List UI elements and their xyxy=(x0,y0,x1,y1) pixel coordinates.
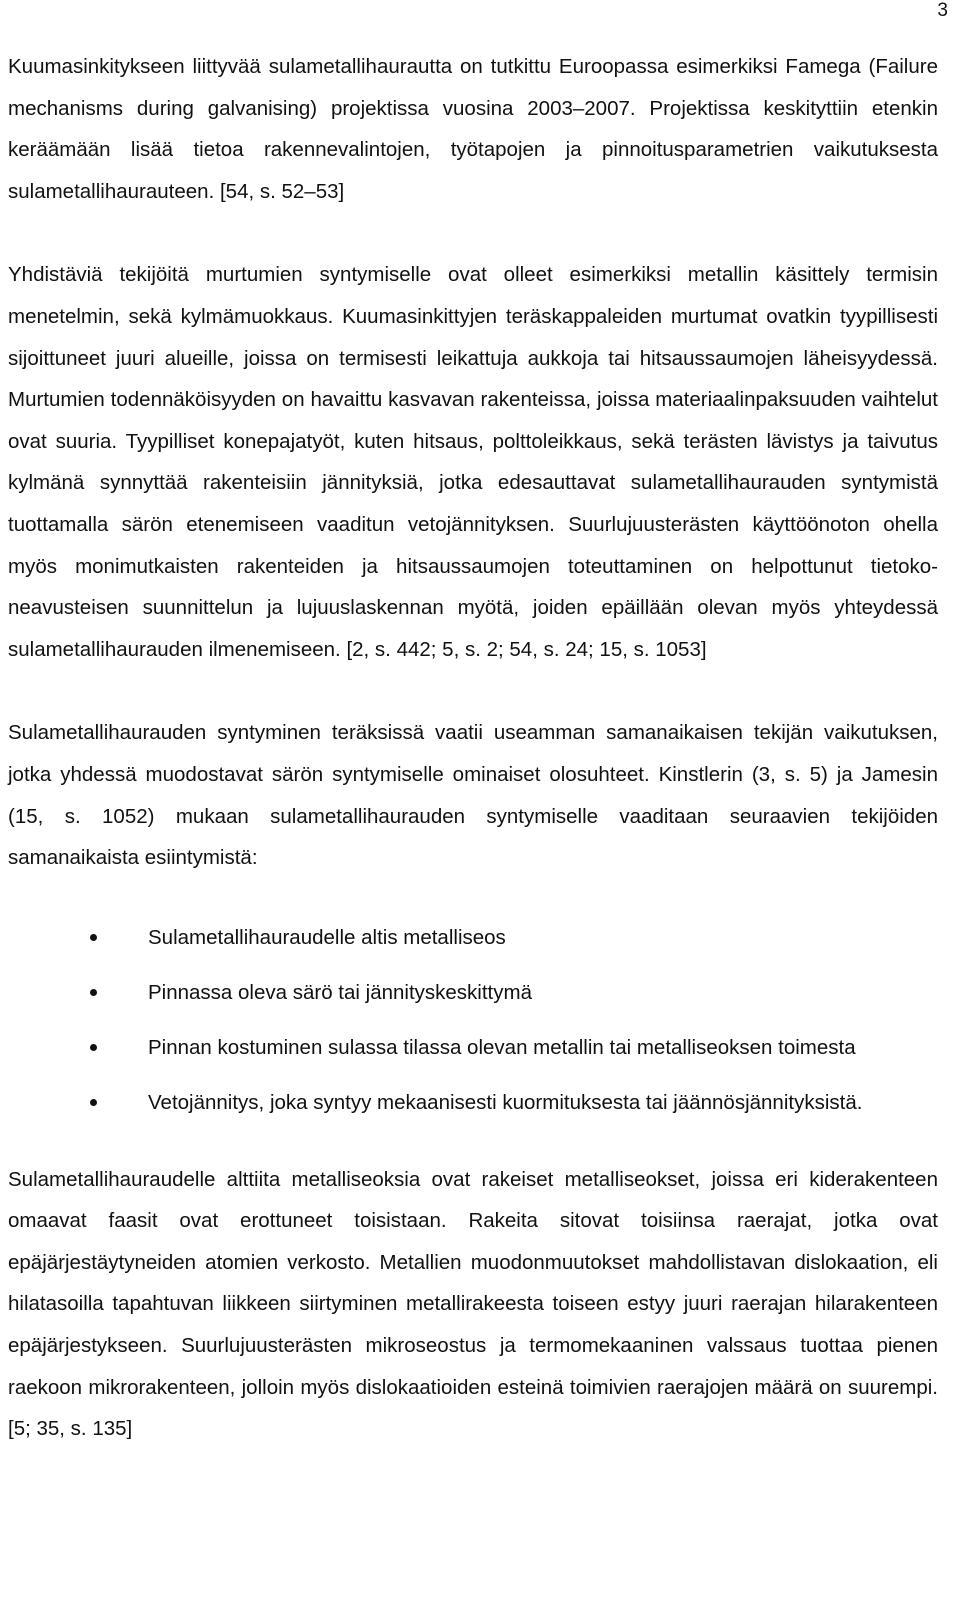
list-item-text: Pinnassa oleva särö tai jännityskeskittymä xyxy=(148,980,532,1004)
bullet-icon xyxy=(90,1099,97,1106)
bullet-icon xyxy=(90,934,97,941)
list-item xyxy=(8,1088,938,1117)
bullet-icon xyxy=(90,989,97,996)
list-item-text: Sulametallihauraudelle altis metalliseos xyxy=(148,925,506,949)
bullet-icon xyxy=(90,1044,97,1051)
list-item-text: Vetojännitys, joka syntyy mekaanisesti kuormituksesta tai jäännösjännityksistä. xyxy=(148,1090,863,1114)
paragraph-conditions-intro: Sulametallihaurauden syntyminen teräksissä vaatii useamman samanaikaisen tekijän vaikutuksen, jotka yhdessä muodostavat särön syntymiselle ominaiset olosuhteet. Kinstlerin (3, s. 5) ja Jamesin (15, s. 1052) mukaan sulametallihaurauden syntymiselle vaaditaan seuraavien tekijöiden samanaikaista esiintymistä: xyxy=(8,721,938,870)
paragraph-fama-project: Kuumasinkitykseen liittyvää sulametallihaurautta on tutkittu Euroopassa esimerkiksi Famega (Failure mechanisms during galvanising) projektissa vuosina 2003–2007. Projektissa keskityttiin etenkin keräämään lisää tietoa rakennevalintojen, työtapojen ja pinnoitusparametrien vaikutuksesta sulametallihaurauteen. [54, s. 52–53] xyxy=(8,55,938,203)
paragraph-susceptible-alloys: Sulametallihauraudelle alttiita metalliseoksia ovat rakeiset metalliseokset, joissa eri kiderakenteen omaavat faasit ovat erottuneet toisistaan. Rakeita sitovat toisiinsa raerajat, jotka ovat epäjärjestäytyneiden atomien verkosto. Metallien muodonmuutokset mahdollistavan dislokaation, eli hilatasoilla tapahtuvan liikkeen siirtyminen metallirakeesta toiseen estyy juuri raerajan hilarakenteen epäjärjestykseen. Suurlujuusterästen mikroseostus ja termomekaaninen valssaus tuottaa pienen raekoon mikrorakenteen, jolloin myös dislokaatioiden esteinä toimivien raerajojen määrä on suurempi. [5; 35, s. 135] xyxy=(8,1167,938,1441)
document-body xyxy=(8,46,938,1450)
list-item xyxy=(8,1033,938,1062)
list-item-text: Pinnan kostuminen sulassa tilassa olevan metallin tai metalliseoksen toimesta xyxy=(148,1035,856,1059)
page-number: 3 xyxy=(937,0,948,21)
list-item xyxy=(8,923,938,952)
list-item xyxy=(8,978,938,1007)
paragraph-contributing-factors: Yhdistäviä tekijöitä murtumien syntymiselle ovat olleet esimerkiksi metallin käsittely termisin menetelmin, sekä kylmämuokkaus. Kuumasinkittyjen teräskappaleiden murtumat ovatkin tyypillisesti sijoittuneet juuri alueille, joissa on termisesti leikattuja aukkoja tai hitsaussaumojen läheisyydessä. Murtumien todennäköisyyden on havaittu kasvavan rakenteissa, joissa materiaalinpaksuuden vaihtelut ovat suuria. Tyypilliset konepajatyöt, kuten hitsaus, polttoleikkaus, sekä terästen lävistys ja taivutus kylmänä synnyttää rakenteisiin jännityksiä, jotka edesauttavat sulametallihaurauden syntymistä tuottamalla särön etenemiseen vaaditun vetojännityksen. Suurlujuusterästen käyttöönoton ohella myös monimutkaisten rakenteiden ja hitsaussaumojen toteuttaminen on helpottunut tietokoneavusteisen suunnittelun ja lujuuslaskennan myötä, joiden epäillään olevan myös yhteydessä sulametallihaurauden ilmenemiseen. [2, s. 442; 5, s. 2; 54, s. 24; 15, s. 1053] xyxy=(8,263,938,661)
conditions-list xyxy=(8,923,938,1117)
